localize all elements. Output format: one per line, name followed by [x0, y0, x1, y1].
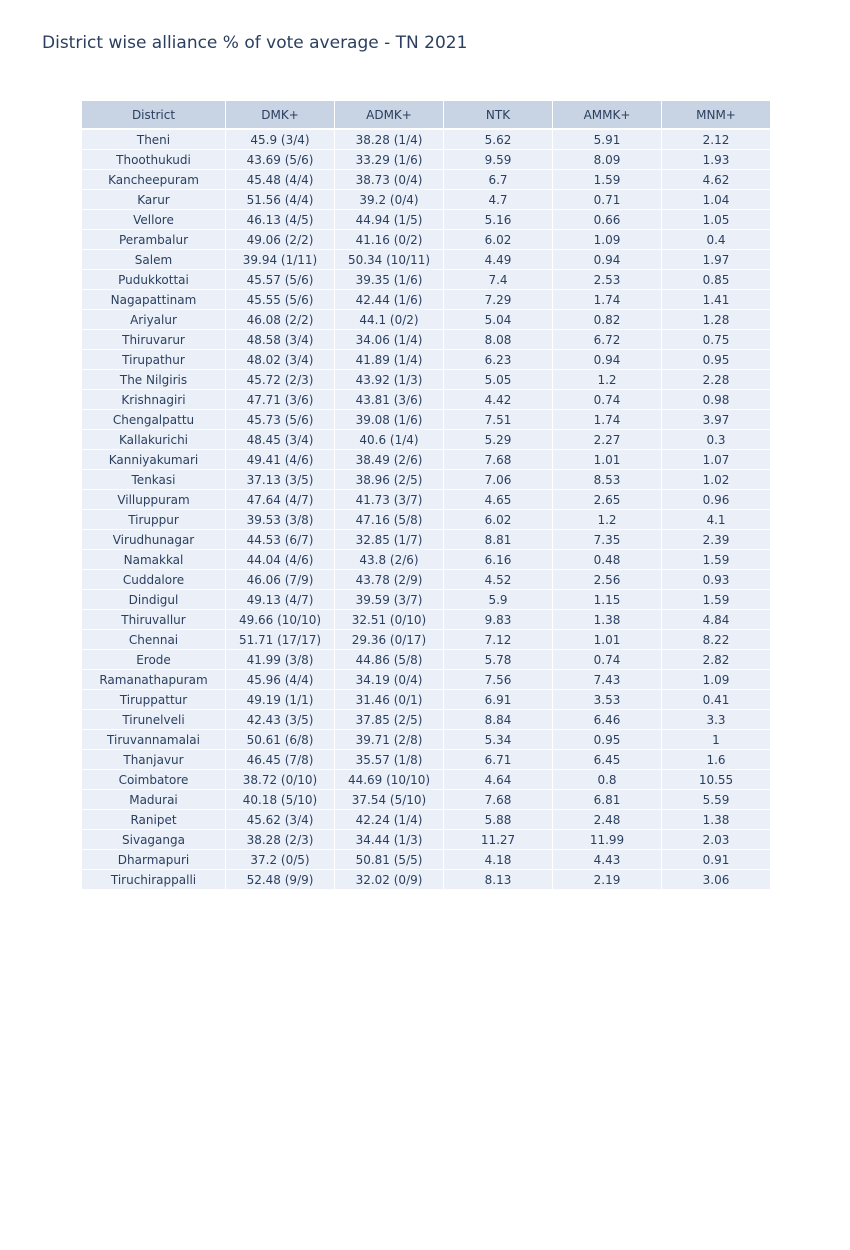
- column-header-ammk: AMMK+: [553, 101, 662, 130]
- cell-mnm: 2.03: [662, 830, 771, 850]
- cell-dmk: 51.71 (17/17): [226, 630, 335, 650]
- cell-mnm: 3.3: [662, 710, 771, 730]
- table-row: [82, 450, 771, 470]
- table-row: [82, 750, 771, 770]
- cell-ntk: 8.84: [444, 710, 553, 730]
- table-row: [82, 770, 771, 790]
- cell-ntk: 5.34: [444, 730, 553, 750]
- cell-ntk: 4.65: [444, 490, 553, 510]
- column-header-mnm: MNM+: [662, 101, 771, 130]
- cell-admk: 47.16 (5/8): [335, 510, 444, 530]
- cell-ammk: 2.65: [553, 490, 662, 510]
- cell-mnm: 1.6: [662, 750, 771, 770]
- cell-ammk: 6.81: [553, 790, 662, 810]
- cell-dmk: 50.61 (6/8): [226, 730, 335, 750]
- cell-admk: 38.28 (1/4): [335, 129, 444, 150]
- cell-mnm: 0.98: [662, 390, 771, 410]
- table-row: [82, 850, 771, 870]
- table-row: [82, 270, 771, 290]
- cell-ammk: 3.53: [553, 690, 662, 710]
- cell-dmk: 49.19 (1/1): [226, 690, 335, 710]
- table-row: [82, 710, 771, 730]
- cell-mnm: 0.95: [662, 350, 771, 370]
- cell-district: Pudukkottai: [82, 270, 226, 290]
- cell-dmk: 45.48 (4/4): [226, 170, 335, 190]
- cell-dmk: 42.43 (3/5): [226, 710, 335, 730]
- cell-district: Kallakurichi: [82, 430, 226, 450]
- cell-mnm: 0.4: [662, 230, 771, 250]
- cell-admk: 29.36 (0/17): [335, 630, 444, 650]
- table-row: [82, 610, 771, 630]
- cell-mnm: 3.06: [662, 870, 771, 890]
- table-row: [82, 630, 771, 650]
- cell-mnm: 10.55: [662, 770, 771, 790]
- cell-ammk: 6.46: [553, 710, 662, 730]
- cell-ntk: 7.12: [444, 630, 553, 650]
- cell-admk: 43.8 (2/6): [335, 550, 444, 570]
- column-header-district: District: [82, 101, 226, 130]
- cell-admk: 39.35 (1/6): [335, 270, 444, 290]
- cell-mnm: 1: [662, 730, 771, 750]
- cell-district: Dharmapuri: [82, 850, 226, 870]
- cell-admk: 41.89 (1/4): [335, 350, 444, 370]
- cell-ammk: 7.35: [553, 530, 662, 550]
- cell-admk: 38.96 (2/5): [335, 470, 444, 490]
- cell-ntk: 4.64: [444, 770, 553, 790]
- cell-ntk: 5.05: [444, 370, 553, 390]
- cell-ntk: 5.29: [444, 430, 553, 450]
- table-row: [82, 490, 771, 510]
- cell-dmk: 52.48 (9/9): [226, 870, 335, 890]
- cell-ammk: 0.82: [553, 310, 662, 330]
- table-row: [82, 430, 771, 450]
- cell-dmk: 49.66 (10/10): [226, 610, 335, 630]
- cell-ntk: 6.71: [444, 750, 553, 770]
- cell-district: Dindigul: [82, 590, 226, 610]
- cell-ntk: 5.9: [444, 590, 553, 610]
- cell-dmk: 37.2 (0/5): [226, 850, 335, 870]
- cell-ntk: 4.49: [444, 250, 553, 270]
- cell-mnm: 1.59: [662, 590, 771, 610]
- cell-dmk: 45.55 (5/6): [226, 290, 335, 310]
- table-row: [82, 370, 771, 390]
- cell-dmk: 43.69 (5/6): [226, 150, 335, 170]
- table-row: [82, 410, 771, 430]
- cell-admk: 42.24 (1/4): [335, 810, 444, 830]
- cell-district: Thoothukudi: [82, 150, 226, 170]
- cell-ammk: 8.53: [553, 470, 662, 490]
- cell-ammk: 1.2: [553, 370, 662, 390]
- cell-ammk: 8.09: [553, 150, 662, 170]
- table-row: [82, 670, 771, 690]
- cell-ammk: 2.27: [553, 430, 662, 450]
- cell-district: Vellore: [82, 210, 226, 230]
- cell-district: Kanniyakumari: [82, 450, 226, 470]
- cell-admk: 43.78 (2/9): [335, 570, 444, 590]
- cell-mnm: 1.41: [662, 290, 771, 310]
- cell-dmk: 45.96 (4/4): [226, 670, 335, 690]
- cell-ntk: 6.02: [444, 510, 553, 530]
- cell-admk: 33.29 (1/6): [335, 150, 444, 170]
- cell-district: Tiruvannamalai: [82, 730, 226, 750]
- table-row: [82, 810, 771, 830]
- cell-mnm: 5.59: [662, 790, 771, 810]
- cell-ammk: 0.8: [553, 770, 662, 790]
- cell-ntk: 6.23: [444, 350, 553, 370]
- column-header-admk: ADMK+: [335, 101, 444, 130]
- cell-dmk: 44.53 (6/7): [226, 530, 335, 550]
- table-row: [82, 550, 771, 570]
- cell-ammk: 1.59: [553, 170, 662, 190]
- table-row: [82, 210, 771, 230]
- cell-district: Krishnagiri: [82, 390, 226, 410]
- cell-admk: 43.81 (3/6): [335, 390, 444, 410]
- cell-ammk: 2.53: [553, 270, 662, 290]
- table-row: [82, 650, 771, 670]
- cell-district: The Nilgiris: [82, 370, 226, 390]
- cell-admk: 34.06 (1/4): [335, 330, 444, 350]
- cell-mnm: 1.38: [662, 810, 771, 830]
- table-row: [82, 150, 771, 170]
- cell-mnm: 2.28: [662, 370, 771, 390]
- cell-district: Erode: [82, 650, 226, 670]
- cell-ntk: 9.59: [444, 150, 553, 170]
- cell-admk: 41.73 (3/7): [335, 490, 444, 510]
- cell-ntk: 5.16: [444, 210, 553, 230]
- cell-ntk: 6.91: [444, 690, 553, 710]
- cell-admk: 34.19 (0/4): [335, 670, 444, 690]
- cell-district: Thiruvallur: [82, 610, 226, 630]
- cell-mnm: 1.93: [662, 150, 771, 170]
- cell-ntk: 7.4: [444, 270, 553, 290]
- cell-mnm: 1.05: [662, 210, 771, 230]
- cell-ntk: 8.81: [444, 530, 553, 550]
- cell-admk: 50.81 (5/5): [335, 850, 444, 870]
- cell-mnm: 4.62: [662, 170, 771, 190]
- cell-dmk: 46.08 (2/2): [226, 310, 335, 330]
- table-row: [82, 790, 771, 810]
- cell-ammk: 1.01: [553, 450, 662, 470]
- cell-dmk: 49.41 (4/6): [226, 450, 335, 470]
- cell-ntk: 6.16: [444, 550, 553, 570]
- table-row: [82, 350, 771, 370]
- cell-dmk: 48.58 (3/4): [226, 330, 335, 350]
- cell-ntk: 7.51: [444, 410, 553, 430]
- cell-mnm: 0.91: [662, 850, 771, 870]
- cell-mnm: 0.75: [662, 330, 771, 350]
- cell-dmk: 38.72 (0/10): [226, 770, 335, 790]
- cell-dmk: 49.06 (2/2): [226, 230, 335, 250]
- cell-mnm: 0.85: [662, 270, 771, 290]
- cell-ntk: 5.78: [444, 650, 553, 670]
- cell-ntk: 6.02: [444, 230, 553, 250]
- table-row: [82, 470, 771, 490]
- cell-mnm: 2.12: [662, 129, 771, 150]
- cell-admk: 32.02 (0/9): [335, 870, 444, 890]
- cell-district: Villuppuram: [82, 490, 226, 510]
- cell-admk: 39.08 (1/6): [335, 410, 444, 430]
- cell-dmk: 41.99 (3/8): [226, 650, 335, 670]
- cell-dmk: 48.02 (3/4): [226, 350, 335, 370]
- cell-ntk: 4.42: [444, 390, 553, 410]
- cell-ammk: 6.45: [553, 750, 662, 770]
- cell-dmk: 45.57 (5/6): [226, 270, 335, 290]
- cell-dmk: 39.94 (1/11): [226, 250, 335, 270]
- cell-dmk: 40.18 (5/10): [226, 790, 335, 810]
- cell-mnm: 1.59: [662, 550, 771, 570]
- cell-district: Coimbatore: [82, 770, 226, 790]
- cell-district: Nagapattinam: [82, 290, 226, 310]
- cell-ammk: 1.15: [553, 590, 662, 610]
- cell-ammk: 0.94: [553, 350, 662, 370]
- cell-mnm: 1.07: [662, 450, 771, 470]
- cell-ammk: 0.74: [553, 650, 662, 670]
- cell-ammk: 1.74: [553, 290, 662, 310]
- cell-admk: 39.71 (2/8): [335, 730, 444, 750]
- cell-dmk: 48.45 (3/4): [226, 430, 335, 450]
- cell-admk: 44.69 (10/10): [335, 770, 444, 790]
- cell-admk: 34.44 (1/3): [335, 830, 444, 850]
- cell-ammk: 1.2: [553, 510, 662, 530]
- table-row: [82, 129, 771, 150]
- cell-district: Kancheepuram: [82, 170, 226, 190]
- cell-admk: 37.85 (2/5): [335, 710, 444, 730]
- cell-district: Ranipet: [82, 810, 226, 830]
- cell-district: Tiruchirappalli: [82, 870, 226, 890]
- cell-district: Ramanathapuram: [82, 670, 226, 690]
- table-row: [82, 530, 771, 550]
- cell-ammk: 1.74: [553, 410, 662, 430]
- cell-admk: 32.85 (1/7): [335, 530, 444, 550]
- cell-mnm: 1.97: [662, 250, 771, 270]
- cell-admk: 37.54 (5/10): [335, 790, 444, 810]
- cell-admk: 42.44 (1/6): [335, 290, 444, 310]
- cell-ntk: 7.06: [444, 470, 553, 490]
- cell-mnm: 2.82: [662, 650, 771, 670]
- cell-ammk: 4.43: [553, 850, 662, 870]
- cell-ammk: 0.66: [553, 210, 662, 230]
- cell-mnm: 4.84: [662, 610, 771, 630]
- chart-title: District wise alliance % of vote average - TN 2021: [42, 33, 468, 53]
- cell-dmk: 44.04 (4/6): [226, 550, 335, 570]
- cell-ammk: 0.74: [553, 390, 662, 410]
- cell-mnm: 1.04: [662, 190, 771, 210]
- cell-ntk: 8.08: [444, 330, 553, 350]
- cell-dmk: 51.56 (4/4): [226, 190, 335, 210]
- table-row: [82, 290, 771, 310]
- cell-ntk: 5.88: [444, 810, 553, 830]
- cell-ammk: 0.71: [553, 190, 662, 210]
- cell-admk: 35.57 (1/8): [335, 750, 444, 770]
- column-header-dmk: DMK+: [226, 101, 335, 130]
- table-row: [82, 830, 771, 850]
- table-row: [82, 230, 771, 250]
- cell-ammk: 2.48: [553, 810, 662, 830]
- cell-admk: 38.73 (0/4): [335, 170, 444, 190]
- cell-ntk: 4.18: [444, 850, 553, 870]
- cell-ammk: 1.38: [553, 610, 662, 630]
- cell-admk: 44.94 (1/5): [335, 210, 444, 230]
- cell-ammk: 5.91: [553, 129, 662, 150]
- table-row: [82, 250, 771, 270]
- cell-district: Virudhunagar: [82, 530, 226, 550]
- table-row: [82, 570, 771, 590]
- cell-ntk: 9.83: [444, 610, 553, 630]
- table-row: [82, 510, 771, 530]
- cell-ntk: 6.7: [444, 170, 553, 190]
- cell-dmk: 46.45 (7/8): [226, 750, 335, 770]
- cell-ntk: 4.7: [444, 190, 553, 210]
- cell-ntk: 7.56: [444, 670, 553, 690]
- cell-district: Karur: [82, 190, 226, 210]
- cell-admk: 44.86 (5/8): [335, 650, 444, 670]
- cell-mnm: 1.28: [662, 310, 771, 330]
- cell-mnm: 0.93: [662, 570, 771, 590]
- cell-mnm: 4.1: [662, 510, 771, 530]
- header-row: [82, 101, 771, 130]
- cell-district: Tiruppattur: [82, 690, 226, 710]
- cell-mnm: 0.96: [662, 490, 771, 510]
- cell-district: Chengalpattu: [82, 410, 226, 430]
- cell-dmk: 39.53 (3/8): [226, 510, 335, 530]
- cell-district: Sivaganga: [82, 830, 226, 850]
- cell-district: Madurai: [82, 790, 226, 810]
- cell-mnm: 1.09: [662, 670, 771, 690]
- cell-dmk: 45.73 (5/6): [226, 410, 335, 430]
- cell-admk: 39.2 (0/4): [335, 190, 444, 210]
- table-row: [82, 170, 771, 190]
- cell-ammk: 6.72: [553, 330, 662, 350]
- cell-ntk: 7.68: [444, 450, 553, 470]
- cell-ntk: 8.13: [444, 870, 553, 890]
- table-row: [82, 310, 771, 330]
- cell-district: Salem: [82, 250, 226, 270]
- cell-district: Tiruppur: [82, 510, 226, 530]
- cell-mnm: 3.97: [662, 410, 771, 430]
- cell-mnm: 1.02: [662, 470, 771, 490]
- cell-ammk: 0.95: [553, 730, 662, 750]
- table-row: [82, 690, 771, 710]
- cell-district: Thanjavur: [82, 750, 226, 770]
- cell-ntk: 4.52: [444, 570, 553, 590]
- cell-ammk: 11.99: [553, 830, 662, 850]
- cell-dmk: 47.64 (4/7): [226, 490, 335, 510]
- cell-dmk: 45.62 (3/4): [226, 810, 335, 830]
- cell-dmk: 46.13 (4/5): [226, 210, 335, 230]
- table-row: [82, 190, 771, 210]
- cell-mnm: 2.39: [662, 530, 771, 550]
- cell-admk: 44.1 (0/2): [335, 310, 444, 330]
- cell-admk: 50.34 (10/11): [335, 250, 444, 270]
- cell-ntk: 11.27: [444, 830, 553, 850]
- cell-dmk: 45.9 (3/4): [226, 129, 335, 150]
- cell-ntk: 7.29: [444, 290, 553, 310]
- cell-district: Cuddalore: [82, 570, 226, 590]
- cell-ammk: 0.94: [553, 250, 662, 270]
- table-row: [82, 590, 771, 610]
- cell-dmk: 38.28 (2/3): [226, 830, 335, 850]
- cell-admk: 32.51 (0/10): [335, 610, 444, 630]
- vote-share-table: [81, 100, 771, 890]
- cell-district: Theni: [82, 129, 226, 150]
- cell-ammk: 1.09: [553, 230, 662, 250]
- cell-dmk: 37.13 (3/5): [226, 470, 335, 490]
- cell-ntk: 5.62: [444, 129, 553, 150]
- cell-district: Tirupathur: [82, 350, 226, 370]
- cell-dmk: 49.13 (4/7): [226, 590, 335, 610]
- cell-admk: 39.59 (3/7): [335, 590, 444, 610]
- cell-ammk: 7.43: [553, 670, 662, 690]
- cell-admk: 31.46 (0/1): [335, 690, 444, 710]
- cell-district: Perambalur: [82, 230, 226, 250]
- cell-mnm: 8.22: [662, 630, 771, 650]
- cell-district: Chennai: [82, 630, 226, 650]
- cell-ammk: 2.56: [553, 570, 662, 590]
- cell-ntk: 7.68: [444, 790, 553, 810]
- table-body: [82, 129, 771, 890]
- cell-admk: 38.49 (2/6): [335, 450, 444, 470]
- cell-dmk: 47.71 (3/6): [226, 390, 335, 410]
- cell-ammk: 1.01: [553, 630, 662, 650]
- cell-district: Namakkal: [82, 550, 226, 570]
- cell-ntk: 5.04: [444, 310, 553, 330]
- cell-dmk: 46.06 (7/9): [226, 570, 335, 590]
- cell-admk: 41.16 (0/2): [335, 230, 444, 250]
- cell-district: Tirunelveli: [82, 710, 226, 730]
- column-header-ntk: NTK: [444, 101, 553, 130]
- table-row: [82, 870, 771, 890]
- cell-district: Tenkasi: [82, 470, 226, 490]
- cell-admk: 43.92 (1/3): [335, 370, 444, 390]
- cell-ammk: 0.48: [553, 550, 662, 570]
- cell-dmk: 45.72 (2/3): [226, 370, 335, 390]
- cell-district: Ariyalur: [82, 310, 226, 330]
- cell-mnm: 0.41: [662, 690, 771, 710]
- cell-ammk: 2.19: [553, 870, 662, 890]
- cell-admk: 40.6 (1/4): [335, 430, 444, 450]
- cell-mnm: 0.3: [662, 430, 771, 450]
- table-row: [82, 330, 771, 350]
- table-row: [82, 390, 771, 410]
- table-row: [82, 730, 771, 750]
- cell-district: Thiruvarur: [82, 330, 226, 350]
